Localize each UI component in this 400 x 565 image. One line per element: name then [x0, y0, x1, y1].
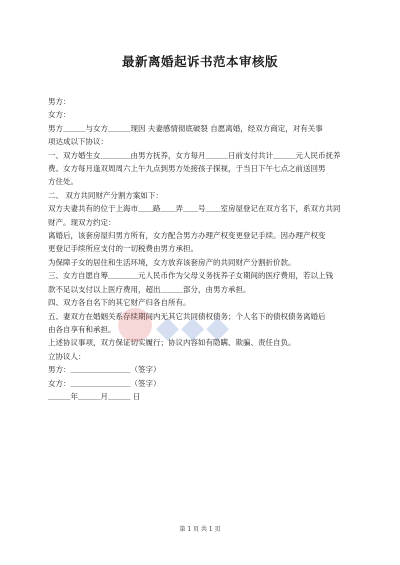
document-line: 为保障子女的居住和生活环境，女方放弃该套房产的共同财产分割折价款。 [48, 257, 296, 267]
document-line: 双方夫妻共有的位于上海市＿＿路＿＿弄＿＿号＿＿室房屋登记在双方名下，系双方共同 [48, 204, 341, 214]
document-line: 女方： [48, 110, 71, 120]
document-line: 男方：＿＿＿＿＿＿＿＿（签字） [48, 365, 161, 375]
watermark-text-shape: ◆◆◆ [156, 310, 232, 345]
document-line: 男方： [48, 97, 71, 106]
document-line: ＿＿＿年＿＿＿月＿＿＿ 日 [48, 391, 141, 401]
document-line: 一、双方婚生女＿＿＿＿由男方抚养，女方每月＿＿＿日前支付共计＿＿＿元人民币抚养 [48, 150, 341, 160]
document-line: 方住处。 [48, 177, 78, 187]
page-footer: 第 1 页 共 1 页 [179, 526, 221, 533]
document-line: 上述协议事项，双方保证切实履行；协议内容如有隐瞒、欺骗、责任自负。 [48, 338, 296, 348]
document-line: 更登记手续所应支付的一切税费由男方承担。 [48, 244, 198, 254]
document-line: 财产。现双方约定： [48, 217, 116, 227]
document-line: 款不足以支付以上医疗费用，超出＿＿＿部分，由男方承担。 [48, 284, 251, 294]
document-line: 女方：＿＿＿＿＿＿＿＿（签字） [48, 378, 161, 388]
document-line: 三、女方自愿自筹＿＿＿＿元人民币作为父母义务抚养子女期间的医疗费用，若以上钱 [48, 271, 333, 281]
document-line: 费。女方每月逢双周周六上午九点到男方处接孩子探视，于当日下午七点之前送回男 [48, 164, 326, 174]
document-line: 男方＿＿＿与女方＿＿＿现因 夫妻感情彻底破裂 自愿离婚，经双方商定，对有关事 [48, 123, 323, 133]
document-body [48, 95, 360, 403]
document-line: 二、 双方共同财产分割方案如下： [48, 190, 163, 200]
document-title: 最新离婚起诉书范本审核版 [121, 54, 278, 69]
document-line: 四、双方各自名下的其它财产归各自所有。 [48, 298, 191, 308]
document-line: 由各自享有和承担。 [48, 324, 116, 334]
document-line: 项达成以下协议： [48, 137, 108, 147]
document-line: 五、妻双方在婚姻关系存续期间内无其它共同债权债务；个人名下的债权债务离婚后 [48, 311, 326, 321]
document-line: 离婚后，该套房屋归男方所有，女方配合男方办理产权变更登记手续。因办理产权变 [48, 231, 326, 241]
document-line: 立协议人： [48, 351, 86, 361]
